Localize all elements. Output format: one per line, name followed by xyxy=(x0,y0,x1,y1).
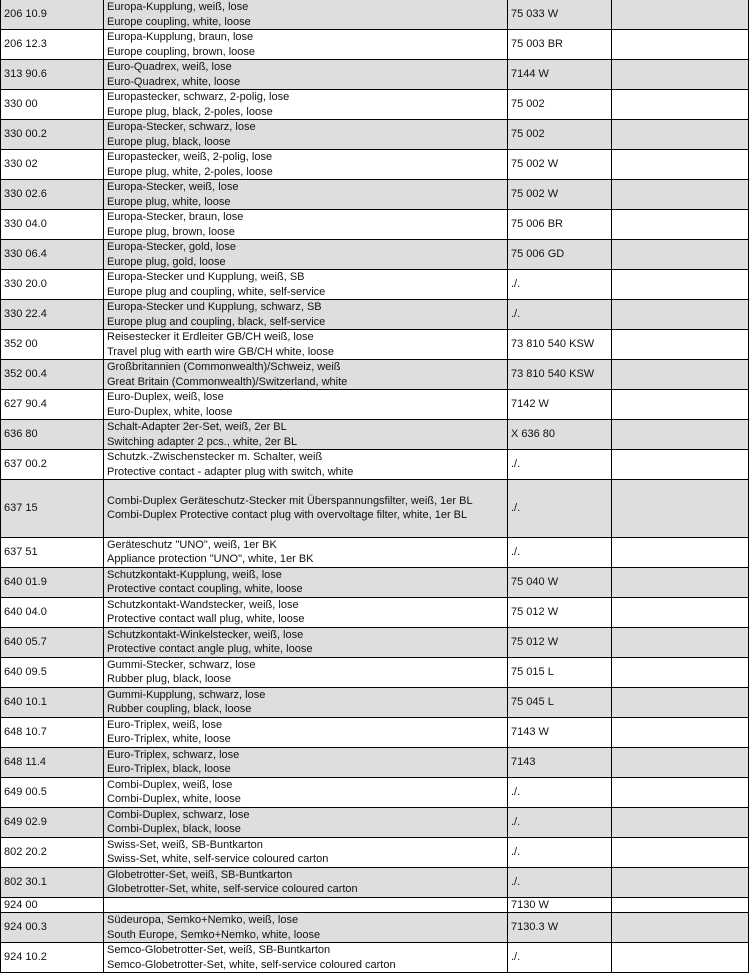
description-english: Semco-Globetrotter-Set, white, self-service coloured carton xyxy=(107,958,396,971)
reference-number-cell: 75 033 W xyxy=(508,0,612,30)
empty-cell xyxy=(612,90,749,120)
article-number-cell: 636 80 xyxy=(1,420,104,450)
description-german: Euro-Triplex, weiß, lose xyxy=(107,718,223,731)
empty-cell xyxy=(612,687,749,717)
description-german: Europa-Stecker, braun, lose xyxy=(107,211,244,223)
article-number-cell: 330 04.0 xyxy=(1,210,104,240)
description-english: Euro-Quadrex, white, loose xyxy=(107,75,241,88)
reference-number-cell: 73 810 540 KSW xyxy=(508,360,612,390)
description-english: Europe plug and coupling, white, self-service xyxy=(107,285,326,298)
empty-cell xyxy=(612,390,749,420)
reference-number-cell: 75 002 W xyxy=(508,150,612,180)
description-cell xyxy=(104,60,508,90)
article-number-cell: 648 10.7 xyxy=(1,717,104,747)
article-number-cell: 802 20.2 xyxy=(1,837,104,867)
table-row xyxy=(1,480,749,538)
article-number-cell: 352 00.4 xyxy=(1,360,104,390)
empty-cell xyxy=(612,837,749,867)
table-row xyxy=(1,180,749,210)
description-cell xyxy=(104,897,508,913)
article-number-cell: 640 04.0 xyxy=(1,597,104,627)
table-row xyxy=(1,240,749,270)
article-number-cell: 637 51 xyxy=(1,537,104,567)
reference-number-cell: 73 810 540 KSW xyxy=(508,330,612,360)
description-cell xyxy=(104,240,508,270)
description-cell xyxy=(104,270,508,300)
description-german: Europa-Stecker, schwarz, lose xyxy=(107,121,256,133)
empty-cell xyxy=(612,747,749,777)
description-german: Europa-Stecker, weiß, lose xyxy=(107,181,239,193)
empty-cell xyxy=(612,150,749,180)
article-number-cell: 330 20.0 xyxy=(1,270,104,300)
article-number-cell: 627 90.4 xyxy=(1,390,104,420)
description-english: Travel plug with earth wire GB/CH white, loose xyxy=(107,345,335,358)
reference-number-cell: ./. xyxy=(508,867,612,897)
reference-number-cell: ./. xyxy=(508,777,612,807)
reference-number-cell: 75 006 GD xyxy=(508,240,612,270)
table-row xyxy=(1,943,749,973)
description-english: Protective contact angle plug, white, loose xyxy=(107,643,313,656)
article-number-cell: 649 02.9 xyxy=(1,807,104,837)
description-english: Globetrotter-Set, white, self-service coloured carton xyxy=(107,883,358,896)
empty-cell xyxy=(612,180,749,210)
table-row xyxy=(1,747,749,777)
description-german: Europastecker, schwarz, 2-polig, lose xyxy=(107,91,290,103)
empty-cell xyxy=(612,450,749,480)
empty-cell xyxy=(612,717,749,747)
reference-number-cell: ./. xyxy=(508,480,612,538)
reference-number-cell: 7130.3 W xyxy=(508,913,612,943)
table-row xyxy=(1,150,749,180)
reference-number-cell: 7144 W xyxy=(508,60,612,90)
table-row xyxy=(1,60,749,90)
description-cell xyxy=(104,537,508,567)
description-german: Europa-Kupplung, weiß, lose xyxy=(107,1,249,13)
reference-number-cell: ./. xyxy=(508,837,612,867)
table-row xyxy=(1,390,749,420)
article-number-cell: 640 09.5 xyxy=(1,657,104,687)
table-row xyxy=(1,30,749,60)
article-number-cell: 206 10.9 xyxy=(1,0,104,30)
description-german: Europa-Kupplung, braun, lose xyxy=(107,31,254,43)
table-row xyxy=(1,717,749,747)
description-german: Schutzk.-Zwischenstecker m. Schalter, weiß xyxy=(107,451,323,463)
empty-cell xyxy=(612,943,749,973)
empty-cell xyxy=(612,627,749,657)
description-german: Gummi-Stecker, schwarz, lose xyxy=(107,658,256,671)
reference-number-cell: ./. xyxy=(508,943,612,973)
description-cell xyxy=(104,913,508,943)
table-row xyxy=(1,567,749,597)
empty-cell xyxy=(612,210,749,240)
description-german: Swiss-Set, weiß, SB-Buntkarton xyxy=(107,838,263,851)
empty-cell xyxy=(612,120,749,150)
empty-cell xyxy=(612,330,749,360)
description-cell xyxy=(104,807,508,837)
description-german: Combi-Duplex Geräteschutz-Stecker mit Überspannungsfilter, weiß, 1er BL xyxy=(107,494,473,507)
description-german: Europa-Stecker, gold, lose xyxy=(107,241,237,253)
table-row xyxy=(1,120,749,150)
article-number-cell: 637 15 xyxy=(1,480,104,538)
description-english: Euro-Duplex, white, loose xyxy=(107,405,233,418)
reference-number-cell: 75 015 L xyxy=(508,657,612,687)
table-row xyxy=(1,210,749,240)
empty-cell xyxy=(612,913,749,943)
description-english: Combi-Duplex, white, loose xyxy=(107,793,241,806)
table-row xyxy=(1,867,749,897)
description-german: Südeuropa, Semko+Nemko, weiß, lose xyxy=(107,914,299,927)
article-number-cell: 640 10.1 xyxy=(1,687,104,717)
reference-number-cell: 75 012 W xyxy=(508,597,612,627)
article-number-cell: 648 11.4 xyxy=(1,747,104,777)
empty-cell xyxy=(612,537,749,567)
table-row xyxy=(1,837,749,867)
article-number-cell: 924 00 xyxy=(1,897,104,913)
reference-number-cell: ./. xyxy=(508,270,612,300)
description-english: Protective contact wall plug, white, loose xyxy=(107,613,305,626)
description-cell xyxy=(104,777,508,807)
description-cell xyxy=(104,597,508,627)
article-number-cell: 330 00.2 xyxy=(1,120,104,150)
table-row xyxy=(1,913,749,943)
description-german: Euro-Triplex, schwarz, lose xyxy=(107,748,240,761)
reference-number-cell: 75 040 W xyxy=(508,567,612,597)
description-german: Geräteschutz "UNO", weiß, 1er BK xyxy=(107,538,277,551)
empty-cell xyxy=(612,30,749,60)
table-row xyxy=(1,657,749,687)
description-english: Combi-Duplex, black, loose xyxy=(107,823,241,836)
table-row xyxy=(1,360,749,390)
reference-number-cell: ./. xyxy=(508,450,612,480)
description-cell xyxy=(104,150,508,180)
description-german: Schutzkontakt-Kupplung, weiß, lose xyxy=(107,568,282,581)
description-english: Great Britain (Commonwealth)/Switzerland, white xyxy=(107,375,348,388)
description-english: Europe plug, brown, loose xyxy=(107,225,235,238)
article-number-cell: 924 00.3 xyxy=(1,913,104,943)
empty-cell xyxy=(612,480,749,538)
product-table-body xyxy=(1,0,749,973)
reference-number-cell: 7143 W xyxy=(508,717,612,747)
reference-number-cell: 7142 W xyxy=(508,390,612,420)
description-english: Appliance protection "UNO", white, 1er BK xyxy=(107,553,314,566)
article-number-cell: 637 00.2 xyxy=(1,450,104,480)
description-cell xyxy=(104,390,508,420)
article-number-cell: 330 02 xyxy=(1,150,104,180)
description-cell xyxy=(104,0,508,30)
empty-cell xyxy=(612,60,749,90)
empty-cell xyxy=(612,867,749,897)
article-number-cell: 640 01.9 xyxy=(1,567,104,597)
reference-number-cell: 75 045 L xyxy=(508,687,612,717)
article-number-cell: 924 10.2 xyxy=(1,943,104,973)
reference-number-cell: 75 012 W xyxy=(508,627,612,657)
table-row xyxy=(1,90,749,120)
description-cell xyxy=(104,657,508,687)
description-german: Großbritannien (Commonwealth)/Schweiz, weiß xyxy=(107,361,341,373)
article-number-cell: 313 90.6 xyxy=(1,60,104,90)
table-row xyxy=(1,0,749,30)
reference-number-cell: 75 002 xyxy=(508,90,612,120)
description-cell xyxy=(104,300,508,330)
description-english: Europe coupling, white, loose xyxy=(107,15,251,28)
reference-number-cell: X 636 80 xyxy=(508,420,612,450)
table-row xyxy=(1,597,749,627)
reference-number-cell: 75 003 BR xyxy=(508,30,612,60)
article-number-cell: 352 00 xyxy=(1,330,104,360)
description-english: Europe plug, gold, loose xyxy=(107,255,226,268)
description-cell xyxy=(104,90,508,120)
description-cell xyxy=(104,943,508,973)
table-row xyxy=(1,330,749,360)
description-cell xyxy=(104,360,508,390)
description-english: Protective contact coupling, white, loose xyxy=(107,583,303,596)
description-cell xyxy=(104,627,508,657)
table-row xyxy=(1,300,749,330)
table-row xyxy=(1,270,749,300)
description-german: Globetrotter-Set, weiß, SB-Buntkarton xyxy=(107,868,293,881)
description-german: Gummi-Kupplung, schwarz, lose xyxy=(107,688,266,701)
description-german: Europa-Stecker und Kupplung, schwarz, SB xyxy=(107,301,322,313)
empty-cell xyxy=(612,657,749,687)
reference-number-cell: ./. xyxy=(508,300,612,330)
description-cell xyxy=(104,687,508,717)
description-english: Switching adapter 2 pcs., white, 2er BL xyxy=(107,435,298,448)
description-english: Protective contact - adapter plug with switch, white xyxy=(107,465,354,478)
empty-cell xyxy=(612,360,749,390)
description-english: South Europe, Semko+Nemko, white, loose xyxy=(107,928,321,941)
article-number-cell: 802 30.1 xyxy=(1,867,104,897)
description-english: Europe plug, white, 2-poles, loose xyxy=(107,165,273,178)
table-row xyxy=(1,777,749,807)
reference-number-cell: 7130 W xyxy=(508,897,612,913)
description-cell xyxy=(104,747,508,777)
description-german: Schalt-Adapter 2er-Set, weiß, 2er BL xyxy=(107,421,287,433)
empty-cell xyxy=(612,807,749,837)
description-cell xyxy=(104,180,508,210)
article-number-cell: 330 00 xyxy=(1,90,104,120)
article-number-cell: 640 05.7 xyxy=(1,627,104,657)
empty-cell xyxy=(612,0,749,30)
table-row xyxy=(1,807,749,837)
description-english: Swiss-Set, white, self-service coloured carton xyxy=(107,853,329,866)
empty-cell xyxy=(612,597,749,627)
description-cell xyxy=(104,30,508,60)
description-english: Europe plug, white, loose xyxy=(107,195,231,208)
description-german: Combi-Duplex, weiß, lose xyxy=(107,778,233,791)
description-german: Schutzkontakt-Winkelstecker, weiß, lose xyxy=(107,628,304,641)
description-cell xyxy=(104,567,508,597)
description-german: Reisestecker it Erdleiter GB/CH weiß, lose xyxy=(107,331,314,343)
description-english: Europe plug and coupling, black, self-service xyxy=(107,315,326,328)
description-english: Europe plug, black, loose xyxy=(107,135,231,148)
empty-cell xyxy=(612,420,749,450)
description-german: Combi-Duplex, schwarz, lose xyxy=(107,808,250,821)
description-german: Europa-Stecker und Kupplung, weiß, SB xyxy=(107,271,305,283)
table-row xyxy=(1,627,749,657)
reference-number-cell: ./. xyxy=(508,537,612,567)
description-english: Europe coupling, brown, loose xyxy=(107,45,255,58)
description-cell xyxy=(104,717,508,747)
description-english: Euro-Triplex, white, loose xyxy=(107,733,231,746)
description-cell xyxy=(104,120,508,150)
table-row xyxy=(1,687,749,717)
empty-cell xyxy=(612,897,749,913)
description-english: Combi-Duplex Protective contact plug with overvoltage filter, white, 1er BL xyxy=(107,509,468,522)
description-german: Schutzkontakt-Wandstecker, weiß, lose xyxy=(107,598,299,611)
table-row xyxy=(1,420,749,450)
empty-cell xyxy=(612,270,749,300)
description-english: Rubber coupling, black, loose xyxy=(107,703,252,716)
description-cell xyxy=(104,450,508,480)
description-cell xyxy=(104,867,508,897)
table-row xyxy=(1,537,749,567)
reference-number-cell: 7143 xyxy=(508,747,612,777)
description-german: Euro-Duplex, weiß, lose xyxy=(107,391,224,403)
description-cell xyxy=(104,420,508,450)
article-number-cell: 330 06.4 xyxy=(1,240,104,270)
empty-cell xyxy=(612,777,749,807)
description-english: Europe plug, black, 2-poles, loose xyxy=(107,105,273,118)
description-english: Euro-Triplex, black, loose xyxy=(107,763,231,776)
description-german: Euro-Quadrex, weiß, lose xyxy=(107,61,232,73)
description-cell xyxy=(104,330,508,360)
description-english: Rubber plug, black, loose xyxy=(107,673,232,686)
description-cell xyxy=(104,837,508,867)
reference-number-cell: ./. xyxy=(508,807,612,837)
description-cell xyxy=(104,480,508,538)
reference-number-cell: 75 006 BR xyxy=(508,210,612,240)
empty-cell xyxy=(612,567,749,597)
table-row xyxy=(1,897,749,913)
article-number-cell: 330 22.4 xyxy=(1,300,104,330)
empty-cell xyxy=(612,300,749,330)
table-row xyxy=(1,450,749,480)
reference-number-cell: 75 002 xyxy=(508,120,612,150)
empty-cell xyxy=(612,240,749,270)
description-german: Semco-Globetrotter-Set, weiß, SB-Buntkarton xyxy=(107,944,331,957)
description-cell xyxy=(104,210,508,240)
description-german: Europastecker, weiß, 2-polig, lose xyxy=(107,151,273,163)
article-number-cell: 649 00.5 xyxy=(1,777,104,807)
article-number-cell: 206 12.3 xyxy=(1,30,104,60)
article-number-cell: 330 02.6 xyxy=(1,180,104,210)
reference-number-cell: 75 002 W xyxy=(508,180,612,210)
